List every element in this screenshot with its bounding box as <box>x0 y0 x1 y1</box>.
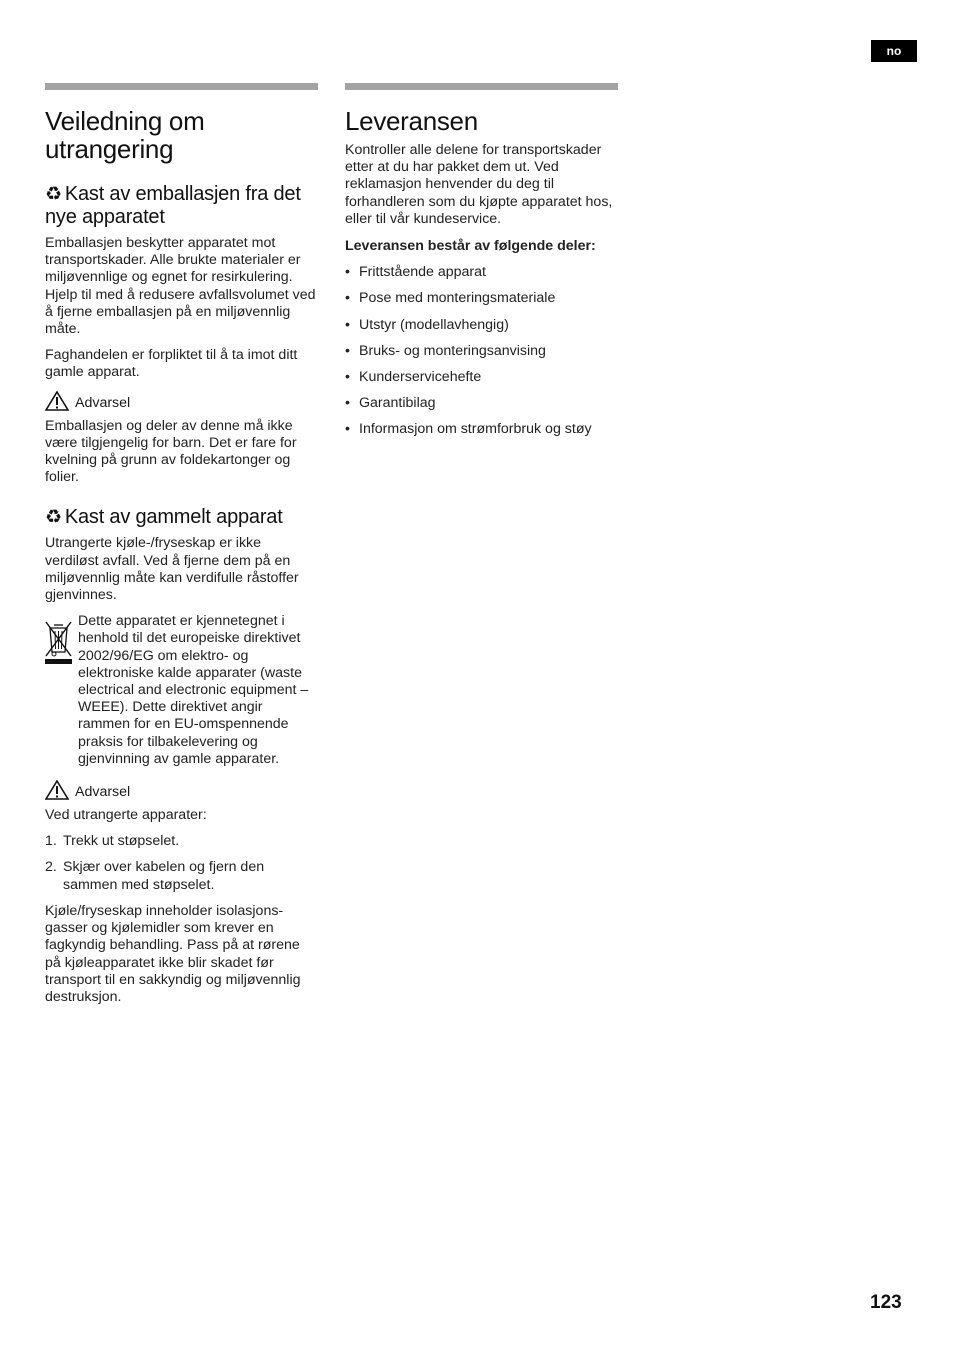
step-text: Skjær over kabelen og fjern den sammen med støpselet. <box>63 859 265 893</box>
list-item-text: Kunderservicehefte <box>359 369 482 386</box>
recycle-icon: ♻ <box>45 184 62 205</box>
warning-label-text: Advarsel <box>75 784 131 801</box>
weee-paragraph: Dette apparatet er kjennetegnet i henhold til det europeiske direktivet 2002/96/EG om elektro- og elektroniske kalde apparater (waste electrical and electronic equipment – WEEE). Dette direktivet angir rammen for en EU-omspennende praksis for tilbakelevering og gjenvinning av gamle apparater. <box>78 613 309 767</box>
page-number: 123 <box>870 1292 902 1313</box>
packaging-paragraph: Emballasjen beskytter apparatet mot transportskader. Alle brukte materialer er miljøvennlige og egnet for resirkulering. Hjelp til med å redusere avfallsvolumet ved å fjerne emballasjen på en miljøvennlig måte. <box>45 235 316 338</box>
step-text: Trekk ut støpselet. <box>63 833 180 850</box>
heading-packaging-disposal <box>45 183 318 229</box>
warning-intro: Ved utrangerte apparater: <box>45 807 207 824</box>
list-item-text: Pose med monteringsmateriale <box>359 290 556 307</box>
step-number: 1. <box>45 833 57 850</box>
list-item: • Frittstående apparat <box>345 264 486 281</box>
heading-text: Kast av emballasjen fra det nye apparatet <box>45 183 301 228</box>
list-item: • Informasjon om strømforbruk og støy <box>345 421 592 438</box>
section-rule <box>345 83 618 90</box>
warning-label <box>45 780 318 800</box>
list-item-text: Garantibilag <box>359 395 436 412</box>
list-item <box>45 859 318 893</box>
refrigerant-paragraph: Kjøle/fryseskap inneholder isolasjonsgasser og kjølemidler som krever en fagkyndig behandling. Pass på at rørene på kjøleapparatet ikke blir skadet før transport til en sakkyndig og miljøvennlig destruksjon. <box>45 902 301 1005</box>
delivery-list-heading: Leveransen består av følgende deler: <box>345 238 596 255</box>
page-title-delivery: Leveransen <box>345 106 478 136</box>
disposal-steps <box>45 833 318 894</box>
warning-label <box>45 391 318 411</box>
list-item: • Kunderservicehefte <box>345 369 482 386</box>
warning-icon <box>45 391 69 411</box>
warning-icon <box>45 780 69 800</box>
delivery-items-list <box>345 264 618 438</box>
heading-text: Kast av gammelt apparat <box>64 506 283 529</box>
step-number: 2. <box>45 859 57 876</box>
list-item: • Bruks- og monteringsanvising <box>345 342 546 359</box>
section-rule <box>45 83 318 90</box>
warning-label-text: Advarsel <box>75 394 131 411</box>
left-column <box>45 83 318 1015</box>
dealer-paragraph: Faghandelen er forpliktet til å ta imot ditt gamle apparat. <box>45 347 298 381</box>
old-appliance-paragraph: Utrangerte kjøle-/fryseskap er ikke verdiløst avfall. Ved å fjerne dem på en miljøvennlig måte kan verdifulle råstoffer gjenvinnes. <box>45 535 299 604</box>
language-badge: no <box>871 40 917 62</box>
list-item-text: Frittstående apparat <box>359 264 486 281</box>
heading-old-appliance-disposal <box>45 506 318 529</box>
recycle-icon: ♻ <box>45 507 62 529</box>
page-title-disposal: Veiledning om utrangering <box>45 106 205 164</box>
crossed-out-bin-icon <box>45 619 72 670</box>
list-item-text: Bruks- og monteringsanvising <box>359 342 546 359</box>
list-item <box>45 833 318 850</box>
weee-block <box>45 613 318 768</box>
warning-text-packaging: Emballasjen og deler av denne må ikke være tilgjengelig for barn. Det er fare for kvelning på grunn av foldekartonger og folier. <box>45 417 297 486</box>
list-item: • Pose med monteringsmateriale <box>345 290 556 307</box>
list-item-text: Utstyr (modellavhengig) <box>359 316 509 333</box>
delivery-intro: Kontroller alle delene for transportskader etter at du har pakket dem ut. Ved reklamasjon henvender du deg til forhandleren som du kjøpte apparatet hos, eller til vår kundeservice. <box>345 142 613 227</box>
right-column <box>345 83 618 448</box>
list-item: • Utstyr (modellavhengig) <box>345 316 509 333</box>
list-item-text: Informasjon om strømforbruk og støy <box>359 421 592 438</box>
list-item: • Garantibilag <box>345 395 436 412</box>
